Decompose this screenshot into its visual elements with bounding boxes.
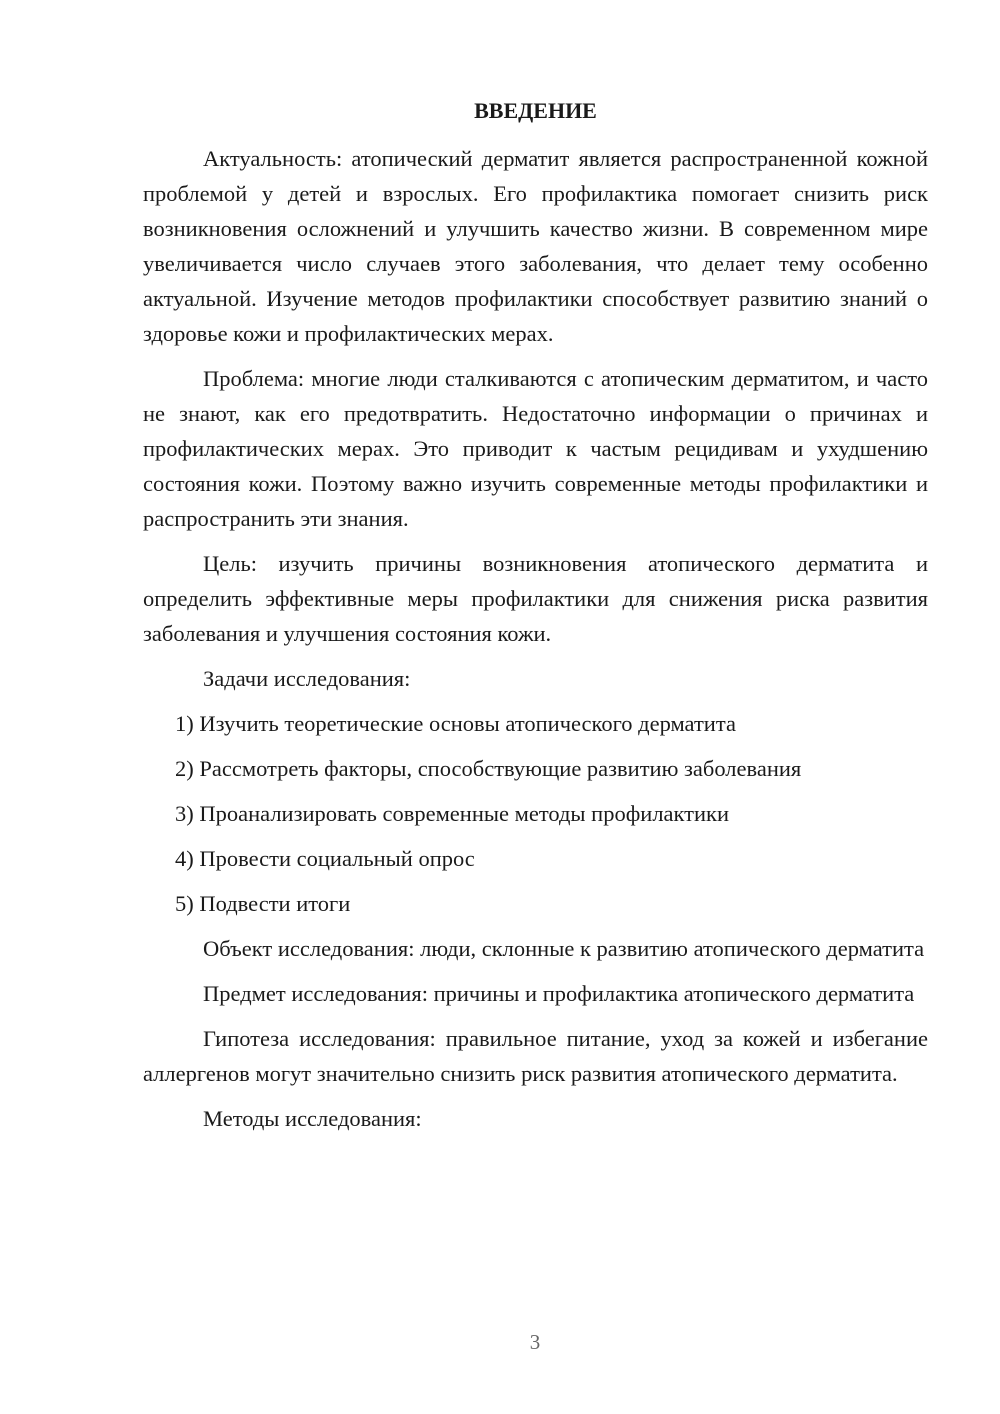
list-item: 5) Подвести итоги: [175, 891, 351, 916]
problem-paragraph: Проблема: многие люди сталкиваются с атопическим дерматитом, и часто не знают, как его предотвратить. Недостаточно информации о причинах и профилактических мерах. Это приводит к частым рецидивам и ухудшению состояния кожи. Поэтому важно изучить современные методы профилактики и распространить эти знания.: [143, 366, 928, 531]
goal-paragraph: Цель: изучить причины возникновения атопического дерматита и определить эффективные меры профилактики для снижения риска развития заболевания и улучшения состояния кожи.: [143, 551, 928, 646]
object-paragraph: Объект исследования: люди, склонные к развитию атопического дерматита: [203, 936, 925, 961]
tasks-heading: Задачи исследования:: [203, 666, 411, 691]
methods-heading: Методы исследования:: [203, 1106, 422, 1131]
page-title: ВВЕДЕНИЕ: [474, 98, 597, 123]
list-item: 1) Изучить теоретические основы атопического дерматита: [175, 711, 736, 736]
tasks-list: [143, 706, 928, 921]
document-page: [143, 93, 928, 1146]
hypothesis-paragraph: Гипотеза исследования: правильное питание, уход за кожей и избегание аллергенов могут значительно снизить риск развития атопического дерматита.: [143, 1026, 928, 1086]
relevance-paragraph: Актуальность: атопический дерматит является распространенной кожной проблемой у детей и взрослых. Его профилактика помогает снизить риск возникновения осложнений и улучшить качество жизни. В современном мире увеличивается число случаев этого заболевания, что делает тему особенно актуальной. Изучение методов профилактики способствует развитию знаний о здоровье кожи и профилактических мерах.: [143, 146, 928, 346]
list-item: 2) Рассмотреть факторы, способствующие развитию заболевания: [175, 756, 802, 781]
page-number: 3: [529, 1330, 541, 1354]
subject-paragraph: Предмет исследования: причины и профилактика атопического дерматита: [203, 981, 915, 1006]
list-item: 4) Провести социальный опрос: [175, 846, 475, 871]
list-item: 3) Проанализировать современные методы профилактики: [175, 801, 730, 826]
